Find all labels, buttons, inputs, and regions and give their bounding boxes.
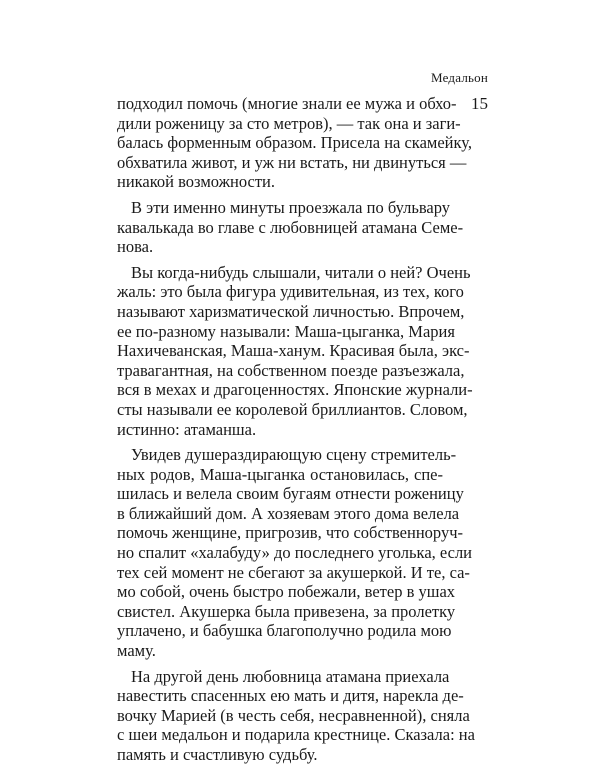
running-head: Медальон (431, 70, 488, 85)
text-line: В эти именно минуты проезжала по бульвару (131, 197, 451, 217)
text-line: с шеи медальон и подарила крестнице. Сказала: на (117, 725, 475, 745)
text-line: истинно: атаманша. (117, 419, 257, 439)
page-number: 15 (471, 94, 488, 113)
text-line: дили роженицу за сто метров), — так она и заги- (117, 113, 461, 133)
text-line: сты называли ее королевой бриллиантов. Словом, (117, 399, 468, 419)
text-line: вочку Марией (в честь себя, несравненной), сняла (117, 705, 470, 725)
text-line: ных родов, Маша-цыганка остановилась, спе- (117, 464, 443, 484)
text-line: в ближайший дом. А хозяевам этого дома велела (117, 503, 460, 523)
text-line: обхватила живот, и уж ни встать, ни двинуться — (117, 152, 467, 172)
text-line: кавалькада во главе с любовницей атамана Семе- (117, 217, 464, 237)
text-line: помочь женщине, пригрозив, что собственноруч- (117, 523, 463, 543)
text-line: называют харизматической личностью. Впрочем, (117, 301, 465, 321)
paragraph (117, 445, 473, 661)
text-line: Увидев душераздирающую сцену стремитель- (131, 445, 457, 465)
text-line: подходил помочь (многие знали ее мужа и обхо- (117, 94, 457, 113)
text-line: ее по-разному называли: Маша-цыганка, Мария (117, 321, 455, 341)
text-line: Вы когда-нибудь слышали, читали о ней? Очень (131, 262, 471, 282)
body-text (117, 94, 475, 771)
text-line: На другой день любовница атамана приехала (131, 666, 450, 686)
text-line: жаль: это была фигура удивительная, из тех, кого (117, 282, 464, 302)
text-line: память и счастливую судьбу. (117, 745, 318, 764)
text-line: травагантная, на собственном поезде разъезжала, (117, 360, 465, 380)
paragraph (117, 197, 464, 257)
text-line: нова. (117, 237, 154, 257)
paragraph (117, 94, 472, 192)
text-line: шилась и велела своим бугаям отнести роженицу (117, 484, 464, 504)
text-line: маму. (117, 641, 156, 661)
text-line: тех сей момент не сбегают за акушеркой. И те, са- (117, 562, 470, 582)
text-line: Нахичеванская, Маша-ханум. Красивая была, экс- (117, 341, 470, 361)
text-line: навестить спасенных ею мать и дитя, нарекла де- (117, 686, 464, 706)
text-line: вся в мехах и драгоценностях. Японские журнали- (117, 380, 473, 400)
text-line: мо собой, очень быстро побежали, ветер в ушах (117, 582, 456, 602)
text-line: никакой возможности. (117, 172, 276, 192)
text-line: но спалит «халабуду» до последнего уголька, если (117, 543, 473, 563)
text-line: балась форменным образом. Присела на скамейку, (117, 133, 472, 153)
paragraph (117, 262, 473, 439)
text-line: свистел. Акушерка была привезена, за пролетку (117, 601, 456, 621)
text-line: уплачено, и бабушка благополучно родила мою (117, 621, 452, 641)
